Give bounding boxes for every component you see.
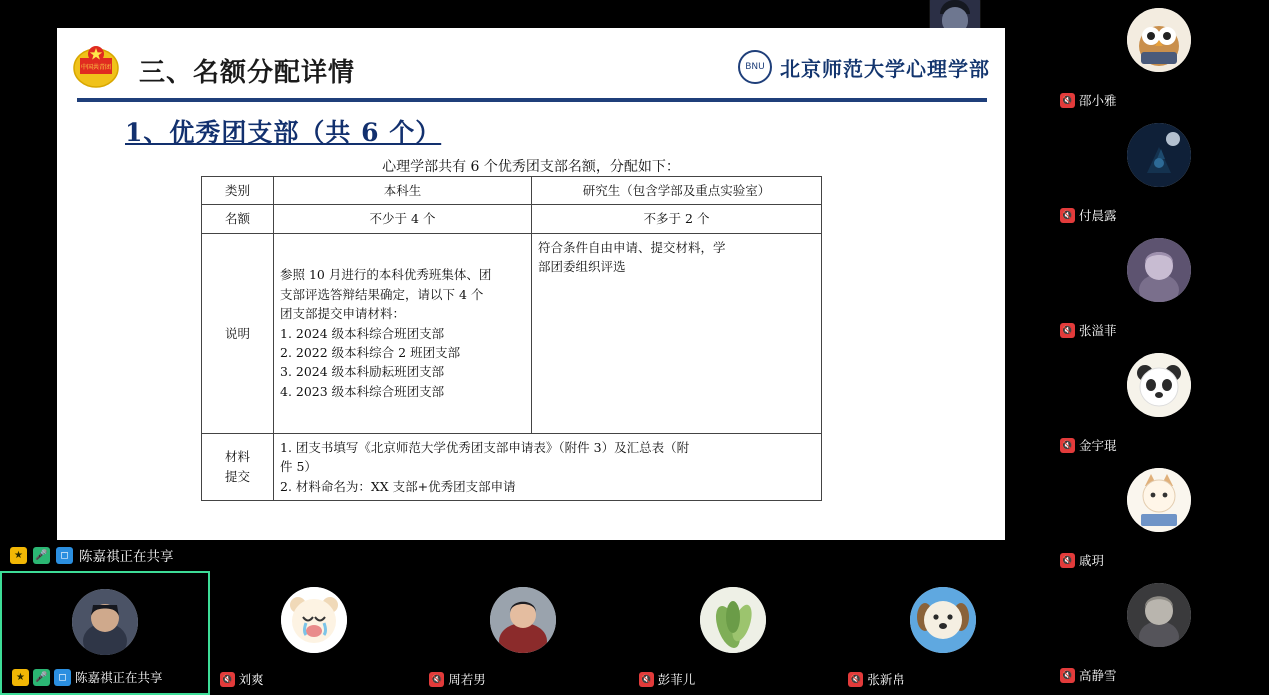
table-cell-undergrad: 不少于 4 个 bbox=[274, 205, 532, 233]
avatar bbox=[1127, 353, 1191, 417]
table-cell-label: 说明 bbox=[202, 233, 274, 433]
camera-icon[interactable]: ◻ bbox=[54, 669, 71, 686]
participant-name: 戚玥 bbox=[1079, 553, 1105, 568]
detail-line: 部团委组织评选 bbox=[538, 259, 626, 275]
participant-name-chip bbox=[1056, 320, 1121, 340]
person-red-jacket-avatar-icon bbox=[490, 587, 556, 653]
host-badge-icon: ★ bbox=[10, 547, 27, 564]
cartoon-dog-avatar-icon bbox=[910, 587, 976, 653]
avatar bbox=[72, 589, 138, 655]
participant-name: 金宇琨 bbox=[1079, 438, 1117, 453]
mic-muted-icon[interactable]: 🔇 bbox=[429, 672, 444, 687]
participant-tile[interactable] bbox=[1048, 460, 1269, 575]
participant-name-chip bbox=[1056, 550, 1108, 570]
cartoon-panda-avatar-icon bbox=[1127, 353, 1191, 417]
table-header-cell: 研究生（包含学部及重点实验室） bbox=[532, 177, 822, 205]
cartoon-crying-bear-avatar-icon bbox=[281, 587, 347, 653]
cartoon-cat-reading-avatar-icon bbox=[1127, 468, 1191, 532]
participant-name: 刘爽 bbox=[238, 672, 264, 687]
participant-tile[interactable] bbox=[1048, 115, 1269, 230]
participant-name-chip bbox=[1056, 205, 1121, 225]
participant-name-chip bbox=[1056, 435, 1121, 455]
mic-muted-icon[interactable]: 🔇 bbox=[1060, 208, 1075, 223]
avatar bbox=[281, 587, 347, 653]
participant-tile[interactable] bbox=[1048, 345, 1269, 460]
participant-name: 张新帛 bbox=[867, 672, 905, 687]
mic-muted-icon[interactable]: 🔇 bbox=[1060, 553, 1075, 568]
university-logo bbox=[738, 50, 990, 84]
participant-name-chip bbox=[8, 667, 167, 687]
participant-tile[interactable] bbox=[1048, 575, 1269, 690]
table-header-cell: 本科生 bbox=[274, 177, 532, 205]
participant-tile-sharing[interactable] bbox=[0, 571, 210, 695]
sharing-status-bar bbox=[0, 540, 1048, 570]
avatar bbox=[1127, 583, 1191, 647]
detail-line: 1. 团支书填写《北京师范大学优秀团支部申请表》（附件 3）及汇总表（附 bbox=[280, 439, 690, 455]
avatar bbox=[1127, 8, 1191, 72]
deer-night-avatar-icon bbox=[1127, 123, 1191, 187]
table-cell-undergrad-detail bbox=[274, 233, 532, 433]
quota-table bbox=[201, 176, 822, 501]
participant-name-chip bbox=[1056, 665, 1121, 685]
detail-line: 符合条件自由申请、提交材料，学 bbox=[538, 239, 726, 255]
detail-line: 团支部提交申请材料： bbox=[280, 306, 406, 322]
table-row bbox=[202, 433, 822, 500]
participant-name: 高静雪 bbox=[1079, 668, 1117, 683]
detail-line: 2. 2022 级本科综合 2 班团支部 bbox=[280, 344, 461, 360]
svg-text:中国共青团: 中国共青团 bbox=[80, 64, 112, 71]
table-row bbox=[202, 205, 822, 233]
detail-line: 1. 2024 级本科综合班团支部 bbox=[280, 325, 445, 341]
university-logo-text: 北京师范大学心理学部 bbox=[780, 56, 990, 81]
mic-muted-icon[interactable]: 🔇 bbox=[1060, 438, 1075, 453]
mic-muted-icon[interactable]: 🔇 bbox=[1060, 93, 1075, 108]
avatar bbox=[910, 587, 976, 653]
host-badge-icon: ★ bbox=[12, 669, 29, 686]
statue-bust-avatar-icon bbox=[1127, 583, 1191, 647]
participant-name-chip bbox=[1056, 90, 1121, 110]
camera-icon[interactable]: ◻ bbox=[56, 547, 73, 564]
participant-tile[interactable] bbox=[1048, 0, 1269, 115]
participant-tile[interactable] bbox=[419, 571, 629, 695]
mic-muted-icon[interactable]: 🔇 bbox=[220, 672, 235, 687]
slide-section-subtitle: 心理学部共有 6 个优秀团支部名额，分配如下： bbox=[382, 159, 680, 175]
table-cell-grad: 不多于 2 个 bbox=[532, 205, 822, 233]
detail-line: 参照 10 月进行的本科优秀班集体、团 bbox=[280, 267, 492, 283]
participant-name: 陈嘉祺正在共享 bbox=[75, 670, 163, 685]
table-row bbox=[202, 233, 822, 433]
avatar bbox=[700, 587, 766, 653]
table-cell-grad-detail bbox=[532, 233, 822, 433]
participant-tile[interactable] bbox=[1048, 230, 1269, 345]
microphone-icon[interactable]: 🎤 bbox=[33, 669, 50, 686]
table-cell-label: 材料 提交 bbox=[202, 433, 274, 500]
detail-line: 3. 2024 级本科励耘班团支部 bbox=[280, 364, 445, 380]
sharing-status-text: 陈嘉祺正在共享 bbox=[79, 549, 174, 565]
table-header-cell: 类别 bbox=[202, 177, 274, 205]
mic-muted-icon[interactable]: 🔇 bbox=[1060, 323, 1075, 338]
detail-line: 2. 材料命名为：XX 支部+优秀团支部申请 bbox=[280, 478, 516, 494]
presentation-slide bbox=[57, 28, 1005, 540]
detail-line: 件 5） bbox=[280, 459, 317, 475]
avatar bbox=[1127, 468, 1191, 532]
participant-name-chip bbox=[216, 669, 268, 689]
plant-leaves-avatar-icon bbox=[700, 587, 766, 653]
avatar bbox=[1127, 238, 1191, 302]
participant-name: 彭菲儿 bbox=[657, 672, 696, 687]
participant-name: 邵小雅 bbox=[1079, 93, 1117, 108]
shared-window-titlebar bbox=[57, 0, 1005, 28]
participant-name-chip bbox=[844, 669, 909, 689]
participant-tile[interactable] bbox=[210, 571, 420, 695]
shared-screen-stage[interactable] bbox=[57, 0, 1005, 540]
cartoon-owl-avatar-icon bbox=[1127, 8, 1191, 72]
slide-section-heading: 1、优秀团支部（共 6 个） bbox=[125, 118, 442, 147]
participant-name-chip bbox=[425, 669, 490, 689]
university-seal-icon: BNU bbox=[738, 50, 772, 84]
table-header-row bbox=[202, 177, 822, 205]
participant-tile[interactable] bbox=[629, 571, 839, 695]
slide-divider bbox=[77, 98, 987, 102]
participant-name: 张溢菲 bbox=[1079, 323, 1117, 338]
table-cell-material-detail bbox=[274, 433, 822, 500]
participant-name-chip bbox=[635, 669, 700, 689]
participant-tile[interactable] bbox=[838, 571, 1048, 695]
mic-muted-icon[interactable]: 🔇 bbox=[1060, 668, 1075, 683]
youth-league-emblem-icon bbox=[72, 42, 130, 90]
mic-muted-icon[interactable]: 🔇 bbox=[848, 672, 863, 687]
participant-name: 付晨露 bbox=[1079, 208, 1117, 223]
table-cell-label: 名额 bbox=[202, 205, 274, 233]
mic-muted-icon[interactable]: 🔇 bbox=[639, 672, 654, 687]
avatar bbox=[1127, 123, 1191, 187]
avatar bbox=[490, 587, 556, 653]
detail-line: 4. 2023 级本科综合班团支部 bbox=[280, 383, 445, 399]
quota-table-wrapper bbox=[201, 176, 821, 501]
participant-sidebar bbox=[1048, 0, 1269, 695]
slide-title: 三、名额分配详情 bbox=[139, 58, 356, 88]
participant-filmstrip bbox=[0, 571, 1048, 695]
participant-name: 周若男 bbox=[448, 672, 486, 687]
detail-line: 支部评选答辩结果确定，请以下 4 个 bbox=[280, 286, 484, 302]
microphone-icon[interactable]: 🎤 bbox=[33, 547, 50, 564]
person-dark-hair-avatar-icon bbox=[72, 589, 138, 655]
statue-purple-avatar-icon bbox=[1127, 238, 1191, 302]
